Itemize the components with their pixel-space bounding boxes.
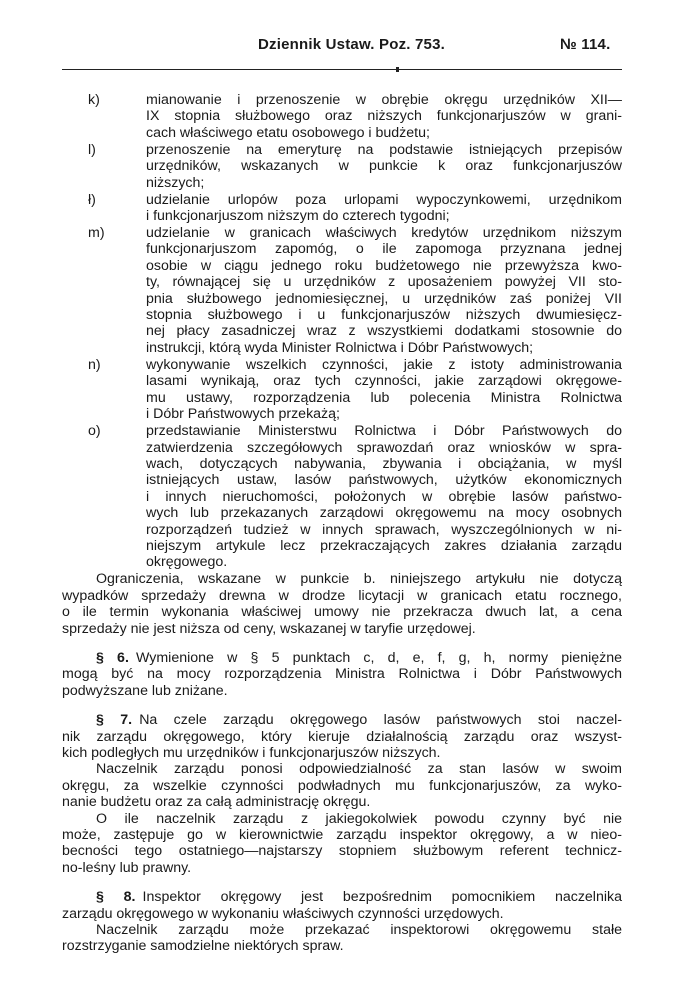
section-number: § 6.	[96, 649, 129, 666]
text-line: niższych;	[146, 174, 205, 191]
text-line: sprzedaży nie jest niższa od ceny, wskazanej w taryfie urzędowej.	[62, 620, 476, 637]
text-line: wykonywanie wszelkich czynności, jakie z istoty administrowania	[146, 356, 622, 373]
list-item	[62, 192, 622, 225]
text-line: nanie budżetu oraz za całą administrację okręgu.	[62, 794, 371, 811]
text-line	[62, 889, 622, 905]
list-item	[62, 225, 622, 356]
section-number: § 8.	[96, 889, 136, 906]
list-item-label: k)	[88, 92, 100, 108]
section-number: § 7.	[96, 712, 133, 729]
text-line: zatwierdzenia szczegółowych sprawozdań oraz wniosków w spra-	[146, 439, 622, 456]
text-line: mianowanie i przenoszenie w obrębie okręgu urzędników XII—	[146, 92, 622, 108]
list-item-text	[146, 192, 622, 225]
text-line: urzędników, wskazanych w punkcie k oraz funkcjonarjuszów	[146, 158, 622, 175]
list-item-label: n)	[88, 356, 101, 373]
text-line: okręgowego.	[146, 554, 228, 571]
text-line	[62, 650, 622, 666]
text-line: funkcjonarjuszom zapomóg, o ile zapomoga przyznana jednej	[146, 241, 622, 258]
text-line: Naczelnik zarządu może przekazać inspektorowi okręgowemu stałe	[96, 922, 622, 939]
text-line: pnia służbowego jednomiesięcznej, u urzędników zaś poniżej VII	[146, 290, 622, 307]
paragraph	[62, 761, 622, 810]
text-line: podwyższane lub zniżane.	[62, 682, 228, 699]
text-line: i funkcjonarjuszom niższym do czterech tygodni;	[146, 208, 450, 225]
list-item	[62, 357, 622, 423]
header-rule-mark	[396, 67, 399, 72]
running-header-title: Dziennik Ustaw. Poz. 753.	[258, 36, 445, 53]
list-item-text	[146, 142, 622, 191]
list-item-text	[146, 423, 622, 571]
header-rule	[62, 69, 622, 70]
text-line: rozstrzyganie samodzielne niektórych spraw.	[62, 938, 344, 955]
text-line: Naczelnik zarządu ponosi odpowiedzialność za stan lasów w swoim	[96, 761, 622, 778]
text-line: kich podległych mu urzędników i funkcjonarjuszów niższych.	[62, 745, 441, 761]
list-item-text	[146, 225, 622, 356]
text-line: Ograniczenia, wskazane w punkcie b. niniejszego artykułu nie dotyczą	[96, 571, 622, 588]
list-item	[62, 92, 622, 141]
text-line: stopnia służbowego i u funkcjonarjuszów niższych dwumiesięcz-	[146, 307, 622, 324]
text-line: udzielanie urlopów poza urlopami wypoczynkowemi, urzędnikom	[146, 191, 622, 208]
list-item-label: o)	[88, 423, 101, 440]
text-line: nik zarządu okręgowego, który kieruje działalnością zarządu oraz wszyst-	[62, 728, 622, 745]
text-line: niejszym artykule lecz przekraczających zakres działania zarządu	[146, 537, 622, 554]
section-paragraph	[62, 889, 622, 922]
text-line: przedstawianie Ministerstwu Rolnictwa i Dóbr Państwowych do	[146, 423, 622, 440]
list-item	[62, 142, 622, 191]
section-paragraph	[62, 650, 622, 699]
text-line: wypadków sprzedaży drewna w drodze licytacji w granicach etatu rocznego,	[62, 587, 622, 604]
text-line: wach, dotyczących nabywania, zbywania i obciążania, w myśl	[146, 455, 622, 472]
text-line: wych lub przekazanych zarządowi okręgowemu na mocy osobnych	[146, 505, 622, 522]
paragraph	[62, 571, 622, 637]
text-line: becności tego ostatniego—najstarszy stopniem służbowym referent technicz-	[62, 843, 622, 860]
list-item	[62, 423, 622, 571]
text-line: no-leśny lub prawny.	[62, 859, 192, 876]
text-line-content: Inspektor okręgowy jest bezpośrednim pomocnikiem naczelnika	[142, 889, 622, 906]
text-line: rozporządzeń tudzież w innych sprawach, wyszczególnionych w ni-	[146, 521, 622, 538]
text-line: o ile termin wykonania właściwej umowy nie przekracza dwuch lat, a cena	[62, 604, 622, 621]
list-item-label: ł)	[88, 191, 96, 208]
text-line: cach właściwego etatu osobowego i budżetu;	[146, 124, 430, 141]
list-item-label: l)	[88, 141, 96, 158]
text-line: może, zastępuje go w kierownictwie zarządu inspektor okręgowy, a w nieo-	[62, 827, 622, 844]
text-line: nej płacy zasadniczej wraz z wszystkiemi dodatkami stosownie do	[146, 323, 622, 340]
text-line-content: Wymienione w § 5 punktach c, d, e, f, g, h, normy pieniężne	[136, 649, 623, 666]
text-line: mu ustawy, rozporządzenia lub polecenia Ministra Rolnictwa	[146, 389, 622, 406]
text-line: przenoszenie na emeryturę na podstawie istniejących przepisów	[146, 141, 622, 158]
text-line-content: Na czele zarządu okręgowego lasów państwowych stoi naczel-	[139, 712, 622, 729]
text-line: instrukcji, którą wyda Minister Rolnictwa i Dóbr Państwowych;	[146, 339, 534, 356]
text-line: osobie w ciągu jednego roku budżetowego nie przewyższa kwo-	[146, 257, 622, 274]
text-line: udzielanie w granicach właściwych kredytów urzędnikom niższym	[146, 225, 622, 242]
text-line: lasami wynikają, oraz tych czynności, jakie zarządowi okręgowe-	[146, 373, 622, 390]
text-line: O ile naczelnik zarządu z jakiegokolwiek powodu czynny być nie	[96, 810, 622, 827]
text-line: ty, równającej się u urzędników z uposażeniem powyżej VII sto-	[146, 274, 622, 291]
list-item-label: m)	[88, 225, 105, 242]
issue-number: № 114.	[560, 36, 611, 53]
document-body	[62, 92, 622, 955]
text-line: IX stopnia służbowego oraz niższych funkcjonarjuszów w grani-	[146, 108, 622, 125]
paragraph	[62, 922, 622, 955]
text-line: i Dóbr Państwowych przekażą;	[146, 406, 340, 423]
text-line: i innych nieruchomości, położonych w obrębie lasów państwo-	[146, 488, 622, 505]
paragraph	[62, 811, 622, 877]
text-line: mogą być na mocy rozporządzenia Ministra Rolnictwa i Dóbr Państwowych	[62, 666, 622, 683]
text-line: okręgu, za wszelkie czynności podwładnych mu funkcjonarjuszów, za wyko-	[62, 777, 622, 794]
text-line: zarządu okręgowego w wykonaniu właściwych czynności urzędowych.	[62, 905, 504, 922]
text-line: istniejących ustaw, lasów państwowych, użytków ekonomicznych	[146, 472, 622, 489]
text-line	[62, 712, 622, 728]
section-paragraph	[62, 712, 622, 761]
list-item-text	[146, 357, 622, 423]
list-item-text	[146, 92, 622, 141]
